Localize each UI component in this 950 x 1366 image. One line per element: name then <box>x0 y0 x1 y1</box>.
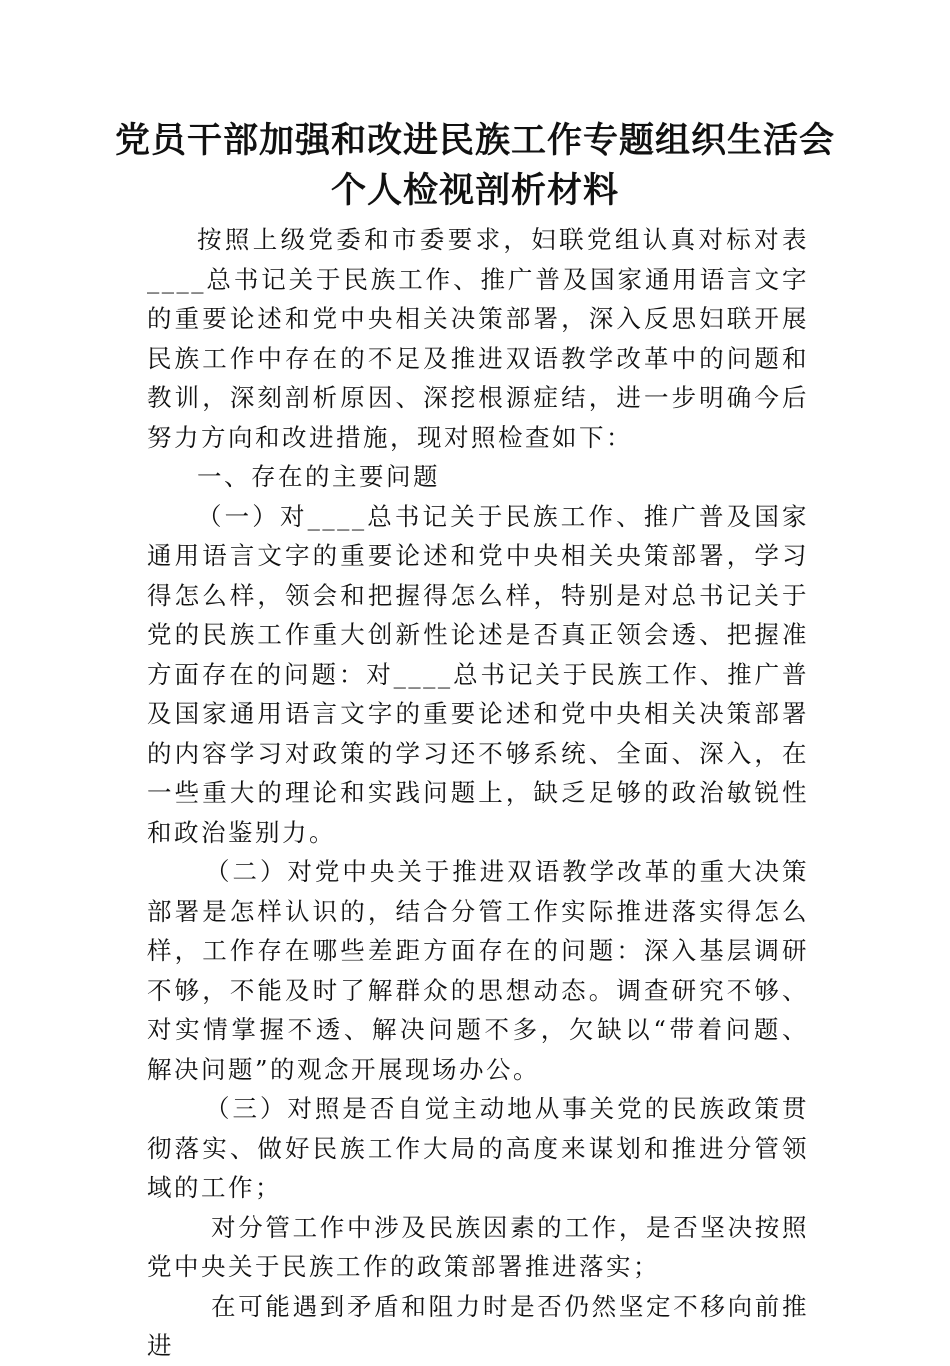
issue-paragraph-3-sub-1: 对分管工作中涉及民族因素的工作，是否坚决按照党中央关于民族工作的政策部署推进落实； <box>147 1212 809 1281</box>
issue-paragraph-2: （二）对党中央关于推进双语教学改革的重大决策部署是怎样认识的，结合分管工作实际推进落实得怎么样，工作存在哪些差距方面存在的问题：深入基层调研不够，不能及时了解群众的思想动态。调查研究不够、对实情掌握不透、解决问题不多，欠缺以“带着问题、解决问题”的观念开展现场办公。 <box>147 857 809 1084</box>
section-heading: 一、存在的主要问题 <box>197 462 440 491</box>
document-body <box>147 220 809 1366</box>
issue-paragraph-3: （三）对照是否自觉主动地从事关党的民族政策贯彻落实、做好民族工作大局的高度来谋划和推进分管领域的工作； <box>147 1094 809 1202</box>
issue-paragraph-1: （一）对____总书记关于民族工作、推广普及国家通用语言文字的重要论述和党中央相关央策部署，学习得怎么样，领会和把握得怎么样，特别是对总书记关于党的民族工作重大创新性论述是否真正领会透、把握准方面存在的问题：对____总书记关于民族工作、推广普及国家通用语言文字的重要论述和党中央相关决策部署的内容学习对政策的学习还不够系统、全面、深入，在一些重大的理论和实践问题上，缺乏足够的政治敏锐性和政治鉴别力。 <box>147 501 809 847</box>
issue-paragraph-3-sub-2: 在可能遇到矛盾和阻力时是否仍然坚定不移向前推进 <box>147 1291 809 1360</box>
document-title: 党员干部加强和改进民族工作专题组织生活会个人检视剖析材料 <box>114 121 835 211</box>
intro-paragraph: 按照上级党委和市委要求，妇联党组认真对标对表____总书记关于民族工作、推广普及国家通用语言文字的重要论述和党中央相关决策部署，深入反思妇联开展民族工作中存在的不足及推进双语教学改革中的问题和教训，深刻剖析原因、深挖根源症结，进一步明确今后努力方向和改进措施，现对照检查如下： <box>147 225 809 452</box>
